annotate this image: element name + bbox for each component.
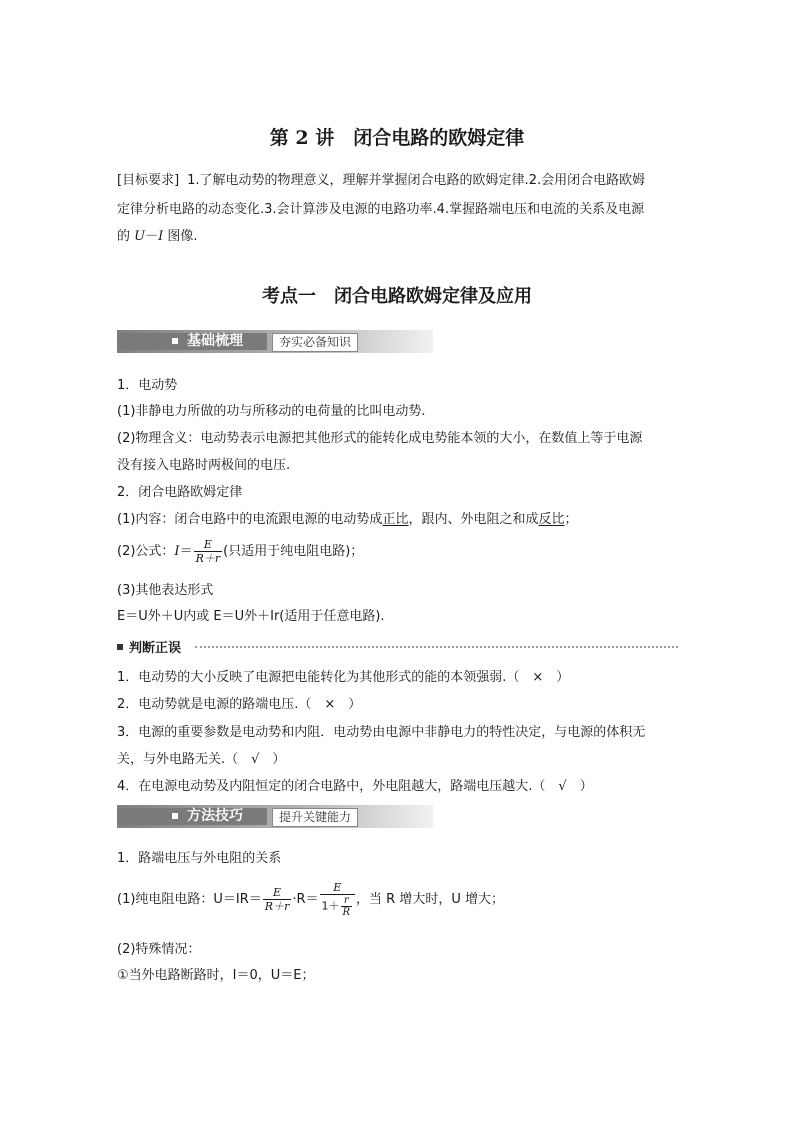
emf-meaning-1: (2)物理含义：电动势表示电源把其他形式的能转化成电势能本领的大小，在数值上等于电源	[117, 431, 643, 446]
goals-var-i: I	[158, 229, 164, 244]
ohm-formula-post: (只适用于纯电阻电路)；	[223, 544, 364, 559]
banner-basics	[117, 330, 433, 353]
method-open-circuit: ①当外电路断路时，I＝0，U＝E；	[117, 968, 315, 983]
method-pure-resistor	[117, 870, 504, 930]
ohm-heading: 2．闭合电路欧姆定律	[117, 485, 243, 500]
ohm-inverse: 反比	[538, 512, 565, 527]
goals-line-1	[117, 172, 645, 190]
judge-square-icon	[117, 644, 123, 650]
ohm-content-end: ；	[564, 512, 578, 527]
judge-heading	[117, 637, 181, 656]
judge-divider	[195, 646, 678, 648]
method-frac1-num: E	[273, 886, 282, 899]
ohm-formula	[117, 537, 363, 567]
goals-line-3	[117, 228, 198, 246]
judge-item-2: 2．电动势就是电源的路端电压.（ × ）	[117, 697, 362, 712]
ohm-fraction-num: E	[203, 538, 212, 551]
ohm-fraction	[194, 538, 223, 565]
banner-basics-label: 基础梳理	[187, 333, 243, 349]
emf-definition: (1)非静电力所做的功与所移动的电荷量的比叫电动势.	[117, 404, 426, 419]
method-pure-pre: (1)纯电阻电路：U＝IR＝	[117, 892, 262, 907]
method-frac1-den: R＋r	[264, 900, 290, 913]
method-pure-mid: ·R＝	[292, 892, 319, 907]
method-heading: 1．路端电压与外电阻的关系	[117, 851, 282, 866]
method-frac2-den	[320, 894, 356, 918]
ohm-formula-eq: ＝	[179, 544, 193, 559]
judge-heading-label: 判断正误	[129, 641, 182, 656]
method-frac2-num: E	[333, 881, 342, 894]
goals-dash: －	[145, 229, 159, 244]
page-title: 第 2 讲 闭合电路的欧姆定律	[269, 127, 525, 149]
method-fraction-nested	[341, 895, 353, 918]
goals-line-2: 定律分析电路的动态变化.3.会计算涉及电源的电路功率.4.掌握路端电压和电流的关系及电源	[117, 202, 645, 217]
ohm-other-formula: E＝U外＋U内或 E＝U外＋Ir(适用于任意电路).	[117, 609, 385, 624]
method-nested-den: R	[342, 907, 351, 918]
banner-square-icon	[172, 338, 178, 344]
banner-square-icon	[172, 813, 178, 819]
ohm-other-heading: (3)其他表达形式	[117, 583, 214, 598]
method-frac2-den-pre: 1＋	[321, 899, 340, 913]
ohm-proportional: 正比	[382, 512, 409, 527]
banner-methods-label: 方法技巧	[187, 808, 243, 824]
ohm-content	[117, 511, 577, 529]
method-special: (2)特殊情况：	[117, 942, 201, 957]
judge-item-3a: 3．电源的重要参数是电动势和内阻．电动势由电源中非静电力的特性决定，与电源的体积无	[117, 725, 646, 740]
goals-line3-pre: 的	[117, 229, 135, 244]
goals-text-1: 1.了解电动势的物理意义，理解并掌握闭合电路的欧姆定律.2.会用闭合电路欧姆	[187, 173, 646, 188]
method-pure-post: ，当 R 增大时，U 增大；	[356, 892, 504, 907]
method-fraction-2	[320, 881, 356, 918]
goals-tag: [目标要求]	[117, 173, 180, 188]
method-fraction-1	[263, 886, 292, 913]
judge-item-1: 1．电动势的大小反映了电源把电能转化为其他形式的能的本领强弱.（ × ）	[117, 670, 570, 685]
ohm-fraction-den: R＋r	[195, 552, 221, 565]
banner-basics-tag: 夯实必备知识	[272, 333, 358, 352]
ohm-content-mid: ，跟内、外电阻之和成	[408, 512, 539, 527]
ohm-formula-i: I	[174, 544, 180, 559]
emf-heading: 1．电动势	[117, 378, 178, 393]
method-nested-num: r	[343, 895, 349, 906]
emf-meaning-2: 没有接入电路时两极间的电压.	[117, 458, 291, 473]
goals-line3-post: 图像.	[163, 229, 198, 244]
goals-var-u: U	[134, 229, 146, 244]
ohm-formula-pre: (2)公式：	[117, 544, 175, 559]
ohm-content-pre: (1)内容：闭合电路中的电流跟电源的电动势成	[117, 512, 383, 527]
judge-item-3b: 关，与外电路无关.（ √ ）	[117, 752, 286, 767]
judge-item-4: 4．在电源电动势及内阻恒定的闭合电路中，外电阻越大，路端电压越大.（ √ ）	[117, 779, 593, 794]
banner-methods-tag: 提升关键能力	[272, 808, 358, 827]
section-title: 考点一 闭合电路欧姆定律及应用	[262, 286, 532, 307]
banner-methods	[117, 805, 433, 828]
